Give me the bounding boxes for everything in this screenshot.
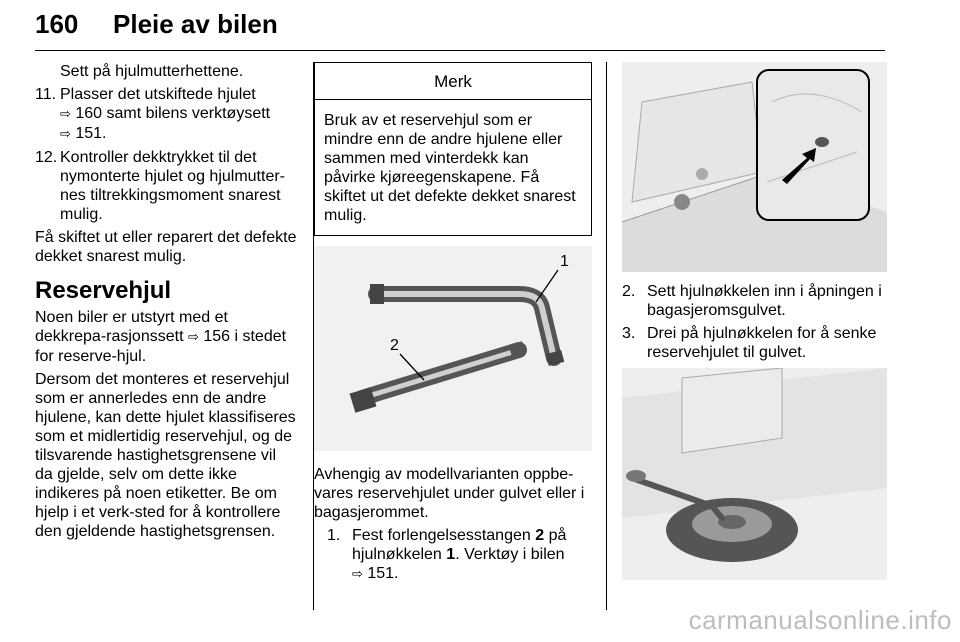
- page-ref[interactable]: 151.: [75, 125, 107, 142]
- step-number: 3.: [622, 325, 636, 342]
- note-body: Bruk av et reservehjul som er mindre enn de andre hjulene eller sammen med vinterdekk kan påvirke kjøreegenskapene. Få skiftet ut det defekte dekket snarest mulig.: [324, 112, 576, 224]
- page-number: 160: [35, 9, 79, 39]
- label-tool-1: 1: [560, 253, 569, 270]
- page-header: [35, 9, 885, 51]
- label-tool-2: 2: [390, 337, 399, 354]
- page-ref[interactable]: 156: [203, 328, 231, 345]
- repair-paragraph: Få skiftet ut eller reparert det defekte dekket snarest mulig.: [35, 229, 297, 265]
- step-number: 11.: [35, 86, 57, 103]
- wheel-wrench-illustration: [314, 246, 592, 451]
- step-number: 12.: [35, 149, 58, 166]
- step-2: 2. Sett hjulnøkkelen inn i åpningen i bagasjeromsgulvet.: [622, 283, 882, 319]
- storage-paragraph: Avhengig av modellvarianten oppbe-vares reservehjulet under gulvet eller i bagasjerommet.: [314, 466, 585, 521]
- column-right: [622, 62, 887, 580]
- page-ref[interactable]: 151.: [367, 565, 399, 582]
- luggage-floor-illustration: [622, 62, 887, 272]
- page-ref[interactable]: 160: [75, 105, 103, 122]
- section-heading: Reservehjul: [35, 277, 172, 304]
- column-left: [35, 62, 298, 545]
- page-ref-arrow-icon[interactable]: ⇨: [60, 127, 71, 142]
- watermark: carmanualsonline.info: [688, 605, 952, 635]
- step-3: 3. Drei på hjulnøkkelen for å senke reservehjulet til gulvet.: [622, 325, 877, 361]
- step-number: 1.: [327, 527, 341, 544]
- step-number: 2.: [622, 283, 636, 300]
- column-divider-2: [606, 62, 607, 610]
- repair-kit-paragraph: Noen biler er utstyrt med et dekkrepa-rasjonssett ⇨ 156 i stedet for reserve-hjul.: [35, 309, 287, 365]
- page-ref-arrow-icon[interactable]: ⇨: [352, 567, 363, 582]
- column-middle: [314, 62, 592, 584]
- page-ref-arrow-icon[interactable]: ⇨: [187, 330, 199, 345]
- page-ref-arrow-icon[interactable]: ⇨: [60, 107, 71, 122]
- chapter-title: Pleie av bilen: [113, 9, 278, 39]
- note-box: [314, 62, 592, 236]
- note-title: Merk: [315, 63, 591, 100]
- step-12: 12. Kontroller dekktrykket til det nymonterte hjulet og hjulmutter-nes tiltrekkingsmoment snarest mulig.: [35, 149, 285, 223]
- step-1: 1. Fest forlengelsesstangen 2 på hjulnøkkelen 1. Verktøy i bilen ⇨ 151.: [327, 527, 567, 582]
- spare-wheel-lowering-illustration: [622, 368, 887, 580]
- step-11: 11. Plasser det utskiftede hjulet ⇨ 160 samt bilens verktøysett ⇨ 151.: [35, 86, 271, 142]
- temporary-spare-paragraph: Dersom det monteres et reservehjul som er annerledes enn de andre hjulene, kan dette hjulet klassifiseres som et midlertidig reservehjul, og de tilsvarende hastighetsgrensene vil da gjelde, selv om dette ikke indikeres på noen etiketter. Be om hjelp i et verk-sted for å kontrollere den gjeldende hastighetsgrensen.: [35, 371, 296, 540]
- continuation-text: Sett på hjulmutterhettene.: [60, 63, 244, 80]
